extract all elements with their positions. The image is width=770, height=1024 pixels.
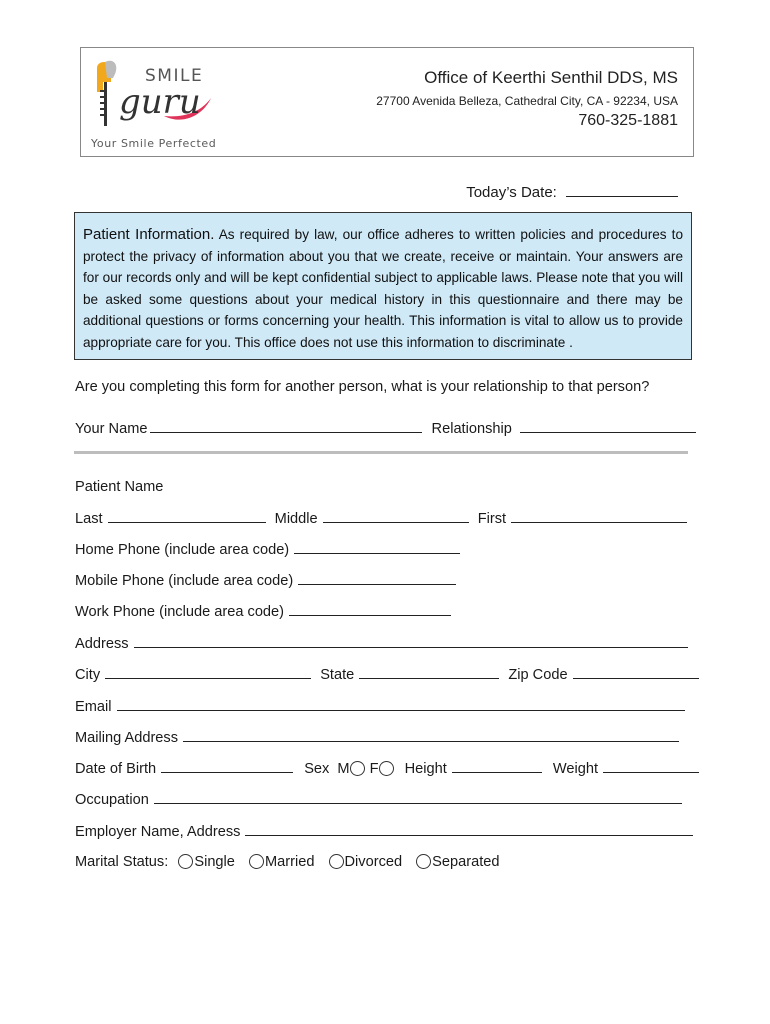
zip-code-label: Zip Code — [508, 667, 568, 683]
birth-sex-height-weight-row — [75, 760, 704, 777]
home-phone-row — [75, 541, 465, 558]
email-field[interactable] — [117, 698, 685, 711]
work-phone-field[interactable] — [289, 603, 451, 616]
sex-f-radio[interactable] — [379, 761, 394, 776]
first-name-label: First — [477, 511, 507, 527]
address-row — [75, 635, 693, 652]
patient-name-heading: Patient Name — [75, 479, 164, 495]
last-name-field[interactable] — [108, 510, 266, 523]
state-field[interactable] — [359, 666, 499, 679]
address-label: Address — [75, 636, 129, 652]
your-name-field[interactable] — [150, 420, 422, 433]
employer-label: Employer Name, Address — [75, 824, 241, 840]
employer-field[interactable] — [245, 823, 693, 836]
sex-label: Sex — [304, 761, 330, 777]
relationship-field[interactable] — [520, 420, 696, 433]
logo-smile-text: SMILE — [145, 66, 204, 86]
email-label: Email — [75, 699, 112, 715]
occupation-row — [75, 791, 687, 808]
logo-guru-text: guru — [119, 82, 201, 122]
first-name-field[interactable] — [511, 510, 687, 523]
office-name: Office of Keerthi Senthil DDS, MS — [424, 68, 678, 87]
middle-name-field[interactable] — [323, 510, 469, 523]
marital-married-radio[interactable] — [249, 854, 264, 869]
todays-date-label: Today’s Date: — [466, 184, 557, 201]
city-label: City — [75, 667, 101, 683]
mailing-address-field[interactable] — [183, 729, 679, 742]
letterhead — [80, 47, 694, 157]
marital-separated-radio[interactable] — [416, 854, 431, 869]
marital-status-row — [75, 854, 500, 870]
marital-divorced-radio[interactable] — [329, 854, 344, 869]
notice-title: Patient Information. — [83, 226, 215, 243]
date-of-birth-field[interactable] — [161, 760, 293, 773]
sex-m-radio[interactable] — [350, 761, 365, 776]
todays-date-row — [466, 184, 683, 201]
home-phone-label: Home Phone (include area code) — [75, 542, 290, 558]
height-field[interactable] — [452, 760, 542, 773]
office-phone: 760-325-1881 — [578, 112, 678, 129]
work-phone-row — [75, 603, 456, 620]
zip-code-field[interactable] — [573, 666, 699, 679]
marital-married-label: Married — [264, 854, 315, 870]
patient-name-row — [75, 510, 692, 527]
mailing-address-label: Mailing Address — [75, 730, 179, 746]
occupation-label: Occupation — [75, 792, 149, 808]
marital-separated-label: Separated — [432, 854, 500, 870]
marital-single-label: Single — [194, 854, 235, 870]
height-label: Height — [404, 761, 447, 777]
todays-date-field[interactable] — [566, 184, 678, 197]
your-name-label: Your Name — [75, 421, 148, 437]
notice-body: As required by law, our office adheres to written policies and procedures to protect the privacy of information about you that we create, receive or maintain. Your answers are for our records only and will be kept confidential subject to applicable laws. Please note that you will be asked some questions about your medical history in this questionnaire and there may be additional questions or forms concerning your health. This information is vital to allow us to provide appropriate care for you. This office does not use this information to discriminate . — [83, 227, 684, 350]
patient-information-notice — [74, 212, 692, 360]
weight-field[interactable] — [603, 760, 699, 773]
occupation-field[interactable] — [154, 791, 682, 804]
marital-divorced-label: Divorced — [344, 854, 403, 870]
logo-tagline: Your Smile Perfected — [91, 137, 217, 150]
state-label: State — [320, 667, 355, 683]
sex-option-m-label: M — [337, 761, 350, 777]
relationship-question: Are you completing this form for another person, what is your relationship to that person? — [75, 379, 650, 395]
city-field[interactable] — [105, 666, 311, 679]
last-name-label: Last — [75, 511, 103, 527]
weight-label: Weight — [552, 761, 599, 777]
sex-option-f-label: F — [369, 761, 379, 777]
employer-row — [75, 823, 698, 840]
mobile-phone-field[interactable] — [298, 572, 456, 585]
home-phone-field[interactable] — [294, 541, 460, 554]
mobile-phone-row — [75, 572, 461, 589]
section-divider — [74, 451, 688, 454]
middle-name-label: Middle — [274, 511, 318, 527]
date-of-birth-label: Date of Birth — [75, 761, 157, 777]
your-name-row — [75, 420, 701, 437]
work-phone-label: Work Phone (include area code) — [75, 604, 285, 620]
mailing-address-row — [75, 729, 684, 746]
marital-single-radio[interactable] — [178, 854, 193, 869]
marital-status-label: Marital Status: — [75, 854, 169, 870]
relationship-label: Relationship — [431, 421, 512, 437]
city-state-zip-row — [75, 666, 704, 683]
address-field[interactable] — [134, 635, 688, 648]
email-row — [75, 698, 690, 715]
mobile-phone-label: Mobile Phone (include area code) — [75, 573, 294, 589]
office-address: 27700 Avenida Belleza, Cathedral City, CA - 92234, USA — [376, 94, 678, 108]
